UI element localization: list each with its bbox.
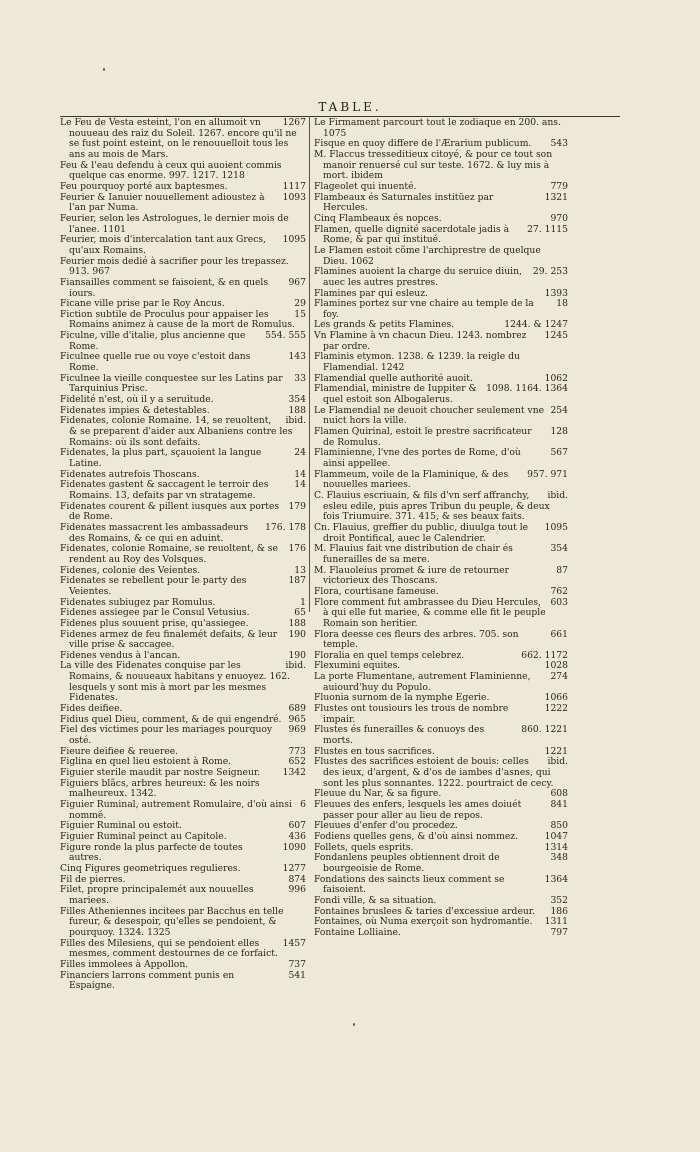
entry-text: Flaminienne, l'vne des portes de Rome, d'où ainsi appellee.	[314, 447, 521, 469]
entry-text: Follets, quels esprits.	[314, 841, 414, 853]
entry-page-ref: 1047	[544, 830, 568, 842]
entry-page-ref: 1221	[544, 745, 568, 757]
entry-text: Flexumini equites.	[314, 660, 401, 672]
entry-page-ref: 65	[294, 607, 306, 619]
entry-page-ref: 1066	[544, 692, 568, 704]
index-entry	[314, 704, 568, 725]
entry-text: Fleuues d'enfer d'ou procedez.	[314, 820, 458, 832]
index-entry	[60, 971, 306, 992]
entry-page-ref: 850	[550, 820, 568, 832]
index-entry	[60, 448, 306, 469]
index-entry	[60, 630, 306, 651]
entry-text: Filles des Milesiens, qui se pendoient elles mesmes, comment destournes de ce forfaict.	[60, 937, 278, 960]
entry-page-ref: 18	[556, 298, 568, 310]
entry-text: Flora deesse ces fleurs des arbres. 705. son temple.	[314, 628, 519, 651]
entry-text: Flora, courtisane fameuse.	[314, 585, 439, 597]
entry-page-ref: 1244. & 1247	[504, 319, 568, 331]
entry-text: Flore comment fut ambrassee du Dieu Hercules, à qui elle fut mariee, & comme elle fit le peuple Romain son heritier.	[314, 596, 546, 629]
entry-page-ref: ibid.	[285, 415, 306, 427]
entry-text: Fidelité n'est, où il y a seruitude.	[60, 394, 214, 406]
entry-text: Figuier Ruminal, autrement Romulaire, d'où ainsi nommé.	[60, 799, 292, 821]
entry-page-ref: 1342	[282, 767, 306, 779]
entry-page-ref: 1314	[544, 841, 568, 853]
index-entry	[314, 523, 568, 544]
entry-text: Feurier, selon les Astrologues, le dernier mois de l'anee. 1101	[60, 212, 289, 235]
entry-page-ref: 1095	[544, 521, 568, 533]
index-entry	[314, 448, 568, 469]
entry-page-ref: 554. 555	[265, 330, 306, 342]
entry-text: Flamen Quirinal, estoit le prestre sacrificateur de Romulus.	[314, 426, 532, 448]
entry-text: Fleuue du Nar, & sa figure.	[314, 788, 442, 800]
entry-text: Ficulnee quelle rue ou voye c'estoit dans Rome.	[60, 351, 251, 374]
entry-page-ref: 128	[550, 426, 568, 438]
entry-text: Cn. Flauius, greffier du public, diuulga tout le droit Pontifical, auec le Calendrier.	[314, 521, 529, 544]
entry-page-ref: 143	[288, 351, 306, 363]
index-entry	[60, 843, 306, 864]
index-entry	[314, 875, 568, 896]
entry-page-ref: 1457	[282, 937, 306, 949]
index-entry	[314, 246, 568, 267]
entry-text: Fondations des saincts lieux comment se faisoient.	[314, 873, 505, 896]
entry-page-ref: 1321	[544, 191, 568, 203]
entry-page-ref: 661	[550, 628, 568, 640]
index-entry	[314, 598, 568, 630]
entry-page-ref: 541	[288, 969, 306, 981]
entry-page-ref: 1364	[544, 873, 568, 885]
entry-page-ref: 87	[556, 564, 568, 576]
entry-text: Fidenates autrefois Thoscans.	[60, 468, 200, 480]
entry-text: La porte Flumentane, autrement Flaminienne, auiourd'huy du Populo.	[314, 671, 531, 693]
entry-text: Flustes en tous sacrifices.	[314, 745, 435, 757]
entry-text: Vn Flamine à vn chacun Dieu. 1243. nombrez par ordre.	[314, 330, 527, 352]
entry-page-ref: 1093	[282, 191, 306, 203]
entry-text: Figuier sterile maudit par nostre Seigneur.	[60, 767, 261, 779]
entry-text: Fiction subtile de Proculus pour appaiser les Romains animez à cause de la mort de Romulus.	[60, 308, 296, 331]
entry-page-ref: 1245	[544, 330, 568, 342]
index-entry	[60, 352, 306, 373]
entry-text: Fidenates massacrent les ambassadeurs des Romains, & ce qui en aduint.	[60, 521, 249, 544]
entry-text: C. Flauius escriuain, & fils d'vn serf affranchy, esleu edile, puis apres Tribun du peuple, & deux fois Triumuire. 371. 415, & ses beaux faits.	[314, 489, 550, 523]
entry-text: Cinq Figures geometriques regulieres.	[60, 862, 241, 874]
entry-page-ref: 1222	[544, 703, 568, 715]
index-entry	[314, 928, 568, 939]
entry-text: Figuiers blãcs, arbres heureux: & les noirs malheureux. 1342.	[60, 777, 260, 800]
entry-text: Flamines portez sur vne chaire au temple de la foy.	[314, 298, 534, 320]
entry-text: Fidenates impies & detestables.	[60, 404, 210, 416]
entry-page-ref: 354	[288, 394, 306, 406]
index-entry	[314, 193, 568, 214]
entry-page-ref: 1095	[282, 234, 306, 246]
entry-page-ref: 348	[550, 852, 568, 864]
entry-text: Fontaines, où Numa exerçoit son hydromantie.	[314, 916, 533, 928]
entry-text: Flammeum, voile de la Flaminique, & des nouuelles mariees.	[314, 468, 509, 491]
entry-page-ref: 773	[288, 745, 306, 757]
entry-text: Fidenates, la plus part, sçauoient la langue Latine.	[60, 447, 262, 469]
entry-text: Fidenes armez de feu finalemét defaits, & leur ville prise & saccagee.	[60, 628, 278, 651]
index-entry	[60, 374, 306, 395]
entry-text: Fidenes vendus à l'ancan.	[60, 649, 181, 661]
entry-text: Figuier Ruminal ou estoit.	[60, 820, 182, 832]
entry-text: Figuier Ruminal peinct au Capitole.	[60, 830, 227, 842]
entry-text: Le Flamendial ne deuoit choucher seulement vne nuict hors la ville.	[314, 404, 545, 427]
index-entry	[60, 310, 306, 331]
entry-text: Ficulnee la vieille conquestee sur les Latins par Tarquinius Prisc.	[60, 372, 283, 395]
index-entry	[60, 214, 306, 235]
entry-page-ref: 190	[288, 649, 306, 661]
index-entry	[314, 672, 568, 693]
entry-page-ref: 15	[294, 308, 306, 320]
entry-text: Flamendial, ministre de Iuppiter & quel estoit son Albogalerus.	[314, 383, 477, 406]
index-entry	[60, 278, 306, 299]
entry-page-ref: 1117	[282, 180, 306, 192]
entry-page-ref: 188	[288, 617, 306, 629]
entry-page-ref: 29. 253	[532, 266, 568, 278]
entry-text: Fleuues des enfers, lesquels les ames doiuét passer pour aller au lieu de repos.	[314, 799, 522, 821]
index-entry	[60, 939, 306, 960]
entry-text: Fondanlens peuples obtiennent droit de bourgeoisie de Rome.	[314, 852, 500, 874]
entry-text: Fidenes plus souuent prise, qu'assiegee.	[60, 617, 249, 629]
entry-text: Flustes ont tousiours les trous de nombre impair.	[314, 703, 509, 725]
entry-text: Fidenates, colonie Romaine. 14, se reuoltent, & se preparent d'aider aux Albaniens contre les Romains: où ils sont defaits.	[60, 415, 293, 448]
entry-page-ref: 608	[550, 788, 568, 800]
index-entry	[314, 331, 568, 352]
index-entry	[314, 725, 568, 746]
entry-text: Le Feu de Vesta esteint, l'on en allumoit vn nouueau des raiz du Soleil. 1267. encore qu'il ne se fust point esteint, on le renouuelloit tous les ans au mois de Mars.	[60, 117, 297, 160]
index-entry	[314, 118, 568, 139]
entry-text: Fidenates gastent & saccagent le terroir des Romains. 13, defaits par vn stratageme.	[60, 479, 269, 501]
entry-text: M. Flaccus tresseditieux citoyé, & pour ce tout son manoir renuersé cul sur teste. 1672. & luy mis à mort. ibidem	[314, 148, 553, 182]
entry-text: Feurier mois dedié à sacrifier pour les trepassez. 913. 967	[60, 255, 289, 278]
index-entry	[60, 725, 306, 746]
ink-speck	[353, 1023, 355, 1026]
entry-text: Flageolet qui inuenté.	[314, 180, 417, 192]
entry-text: Flustes des sacrifices estoient de bouis: celles des ieux, d'argent, & d'os de iambes d'asnes, qui sont les plus sonnantes. 1222. pourtraict de cecy.	[314, 756, 554, 789]
entry-text: Financiers larrons comment punis en Espaigne.	[60, 969, 235, 992]
entry-page-ref: 354	[550, 543, 568, 555]
index-entry	[60, 885, 306, 906]
entry-text: Fides deifiee.	[60, 703, 123, 715]
column-divider	[309, 116, 310, 612]
entry-text: M. Flauoleius promet & iure de retourner victorieux des Thoscans.	[314, 564, 509, 587]
entry-page-ref: 186	[550, 905, 568, 917]
entry-text: Filles immolees à Appollon.	[60, 958, 189, 970]
entry-page-ref: 965	[288, 713, 306, 725]
index-entry	[60, 193, 306, 214]
entry-text: Fidius quel Dieu, comment, & de qui engendré.	[60, 713, 282, 725]
entry-text: Fidenes assiegee par le Consul Vetusius.	[60, 607, 250, 619]
index-entry	[314, 544, 568, 565]
entry-page-ref: 14	[294, 479, 306, 491]
entry-page-ref: 1267	[282, 117, 306, 128]
index-entry	[314, 630, 568, 651]
entry-text: Fieure deifiee & reueree.	[60, 745, 179, 757]
entry-text: Flamen, quelle dignité sacerdotale jadis à Rome, & par qui institué.	[314, 223, 510, 246]
entry-page-ref: ibid.	[547, 756, 568, 768]
entry-page-ref: 176. 178	[265, 521, 306, 533]
entry-text: Fidenates, colonie Romaine, se reuoltent, & se rendent au Roy des Volsques.	[60, 543, 278, 565]
entry-page-ref: 662. 1172	[521, 649, 568, 661]
entry-page-ref: 1	[300, 596, 306, 608]
index-entry	[314, 352, 568, 373]
index-entry	[314, 800, 568, 821]
index-entry	[60, 257, 306, 278]
entry-text: Flustes és funerailles & conuoys des morts.	[314, 724, 485, 747]
right-column	[314, 118, 568, 939]
entry-page-ref: 762	[550, 585, 568, 597]
entry-page-ref: ibid.	[285, 660, 306, 672]
index-entry	[314, 225, 568, 246]
entry-text: La ville des Fidenates conquise par les Romains, & nouueaux habitans y enuoyez. 162. lesquels y sont mis à mort par les mesmes Fidenates.	[60, 660, 290, 704]
entry-page-ref: 352	[550, 894, 568, 906]
entry-text: Cinq Flambeaux és nopces.	[314, 212, 442, 224]
entry-page-ref: 970	[550, 212, 568, 224]
entry-page-ref: 24	[294, 447, 306, 459]
index-entry	[314, 491, 568, 523]
entry-text: Ficulne, ville d'italie, plus ancienne que Rome.	[60, 330, 246, 352]
entry-page-ref: 14	[294, 468, 306, 480]
entry-page-ref: 689	[288, 703, 306, 715]
entry-page-ref: 179	[288, 500, 306, 512]
entry-text: Le Flamen estoit cõme l'archiprestre de quelque Dieu. 1062	[314, 244, 541, 267]
entry-page-ref: 6	[300, 799, 306, 810]
entry-page-ref: 33	[294, 372, 306, 384]
index-entry	[314, 299, 568, 320]
entry-page-ref: 737	[288, 958, 306, 970]
entry-page-ref: 29	[294, 298, 306, 310]
entry-text: Fontaine Lolliaine.	[314, 926, 401, 938]
entry-text: Flaminis etymon. 1238. & 1239. la reigle du Flamendial. 1242	[314, 351, 520, 374]
entry-page-ref: ibid.	[547, 489, 568, 501]
index-entry	[60, 118, 306, 161]
entry-page-ref: 190	[288, 628, 306, 640]
page-title: TABLE.	[318, 100, 382, 114]
entry-page-ref: 841	[550, 799, 568, 810]
index-entry	[314, 470, 568, 491]
entry-text: Feurier, mois d'intercalation tant aux Grecs, qu'aux Romains.	[60, 234, 266, 256]
entry-text: Ficane ville prise par le Roy Ancus.	[60, 298, 225, 310]
entry-text: Figlina en quel lieu estoient à Rome.	[60, 756, 232, 768]
entry-page-ref: 1090	[282, 841, 306, 853]
entry-page-ref: 187	[288, 575, 306, 587]
entry-text: Fisque en quoy differe de l'Ærarium publicum.	[314, 138, 532, 150]
entry-page-ref: 1311	[544, 916, 568, 928]
entry-page-ref: 969	[288, 724, 306, 736]
entry-page-ref: 1062	[544, 372, 568, 384]
index-entry	[60, 502, 306, 523]
index-entry	[60, 416, 306, 448]
entry-page-ref: 436	[288, 830, 306, 842]
entry-text: Fidenates se rebellent pour le party des Veientes.	[60, 575, 247, 597]
index-entry	[60, 576, 306, 597]
index-entry	[60, 161, 306, 182]
entry-page-ref: 254	[550, 404, 568, 416]
entry-text: Fodiens quelles gens, & d'où ainsi nommez.	[314, 830, 519, 842]
entry-text: Fluonia surnom de la nymphe Egerie.	[314, 692, 490, 704]
entry-text: Fil de pierres.	[60, 873, 126, 885]
entry-text: Filet, propre principalemét aux nouuelles mariees.	[60, 884, 254, 906]
index-entry	[60, 661, 306, 704]
index-entry	[314, 566, 568, 587]
entry-text: Flamines par qui esleuz.	[314, 287, 428, 299]
entry-text: Fondi ville, & sa situation.	[314, 894, 437, 906]
index-entry	[314, 427, 568, 448]
entry-page-ref: 967	[288, 276, 306, 288]
entry-page-ref: 27. 1115	[527, 223, 568, 235]
entry-text: Figure ronde la plus parfecte de toutes autres.	[60, 841, 243, 864]
entry-text: Fidenes, colonie des Veientes.	[60, 564, 201, 576]
entry-page-ref: 607	[288, 820, 306, 832]
entry-page-ref: 1098. 1164. 1364	[486, 383, 568, 395]
index-entry	[314, 853, 568, 874]
entry-text: Fiansailles comment se faisoient, & en quels iours.	[60, 276, 269, 299]
index-entry	[60, 800, 306, 821]
entry-text: Floralia en quel temps celebrez.	[314, 649, 465, 661]
entry-text: Flamendial quelle authorité auoit.	[314, 372, 473, 384]
index-entry	[314, 384, 568, 405]
left-column	[60, 118, 306, 992]
entry-page-ref: 543	[550, 138, 568, 150]
entry-page-ref: 779	[550, 180, 568, 192]
entry-text: Fidenates courent & pillent iusques aux portes de Rome.	[60, 500, 280, 523]
entry-page-ref: 188	[288, 404, 306, 416]
index-entry	[314, 267, 568, 288]
entry-page-ref: 1393	[544, 287, 568, 299]
index-entry	[60, 331, 306, 352]
entry-text: Fiel des victimes pour les mariages pourquoy osté.	[60, 724, 273, 747]
entry-page-ref: 996	[288, 884, 306, 896]
index-entry	[60, 235, 306, 256]
index-entry	[314, 406, 568, 427]
entry-text: Le Firmament parcourt tout le zodiaque en 200. ans. 1075	[314, 117, 561, 139]
index-entry	[60, 523, 306, 544]
entry-text: Feu pourquoy porté aux baptesmes.	[60, 180, 228, 192]
ink-speck	[103, 68, 105, 71]
entry-text: Fidenates subiugez par Romulus.	[60, 596, 216, 608]
index-entry	[314, 757, 568, 789]
entry-page-ref: 874	[288, 873, 306, 885]
entry-page-ref: 652	[288, 756, 306, 768]
entry-text: Filles Atheniennes incitees par Bacchus en telle fureur, & desespoir, qu'elles se pendoient, & pourquoy. 1324. 1325	[60, 905, 284, 938]
entry-page-ref: 1277	[282, 862, 306, 874]
index-entry	[60, 544, 306, 565]
index-entry	[60, 907, 306, 939]
entry-page-ref: 176	[288, 543, 306, 555]
entry-page-ref: 957. 971	[527, 468, 568, 480]
entry-page-ref: 1028	[544, 660, 568, 672]
entry-page-ref: 860. 1221	[521, 724, 568, 736]
entry-page-ref: 797	[550, 926, 568, 938]
entry-page-ref: 13	[294, 564, 306, 576]
entry-text: Feurier & Ianuier nouuellement adioustez à l'an par Numa.	[60, 191, 265, 214]
entry-text: Les grands & petits Flamines.	[314, 319, 455, 331]
entry-text: Flambeaux és Saturnales institüez par Hercules.	[314, 191, 494, 214]
entry-page-ref: 567	[550, 447, 568, 459]
index-entry	[314, 150, 568, 182]
entry-text: Feu & l'eau defendu à ceux qui auoient commis quelque cas enorme. 997. 1217. 1218	[60, 159, 282, 182]
index-entry	[60, 480, 306, 501]
entry-text: Fontaines bruslees & taries d'excessiue ardeur.	[314, 905, 536, 917]
entry-text: Flamines auoient la charge du seruice diuin, auec les autres prestres.	[314, 266, 522, 288]
entry-page-ref: 603	[550, 596, 568, 608]
index-entry	[60, 779, 306, 800]
entry-text: M. Flauius fait vne distribution de chair és funerailles de sa mere.	[314, 543, 513, 565]
entry-page-ref: 274	[550, 671, 568, 683]
